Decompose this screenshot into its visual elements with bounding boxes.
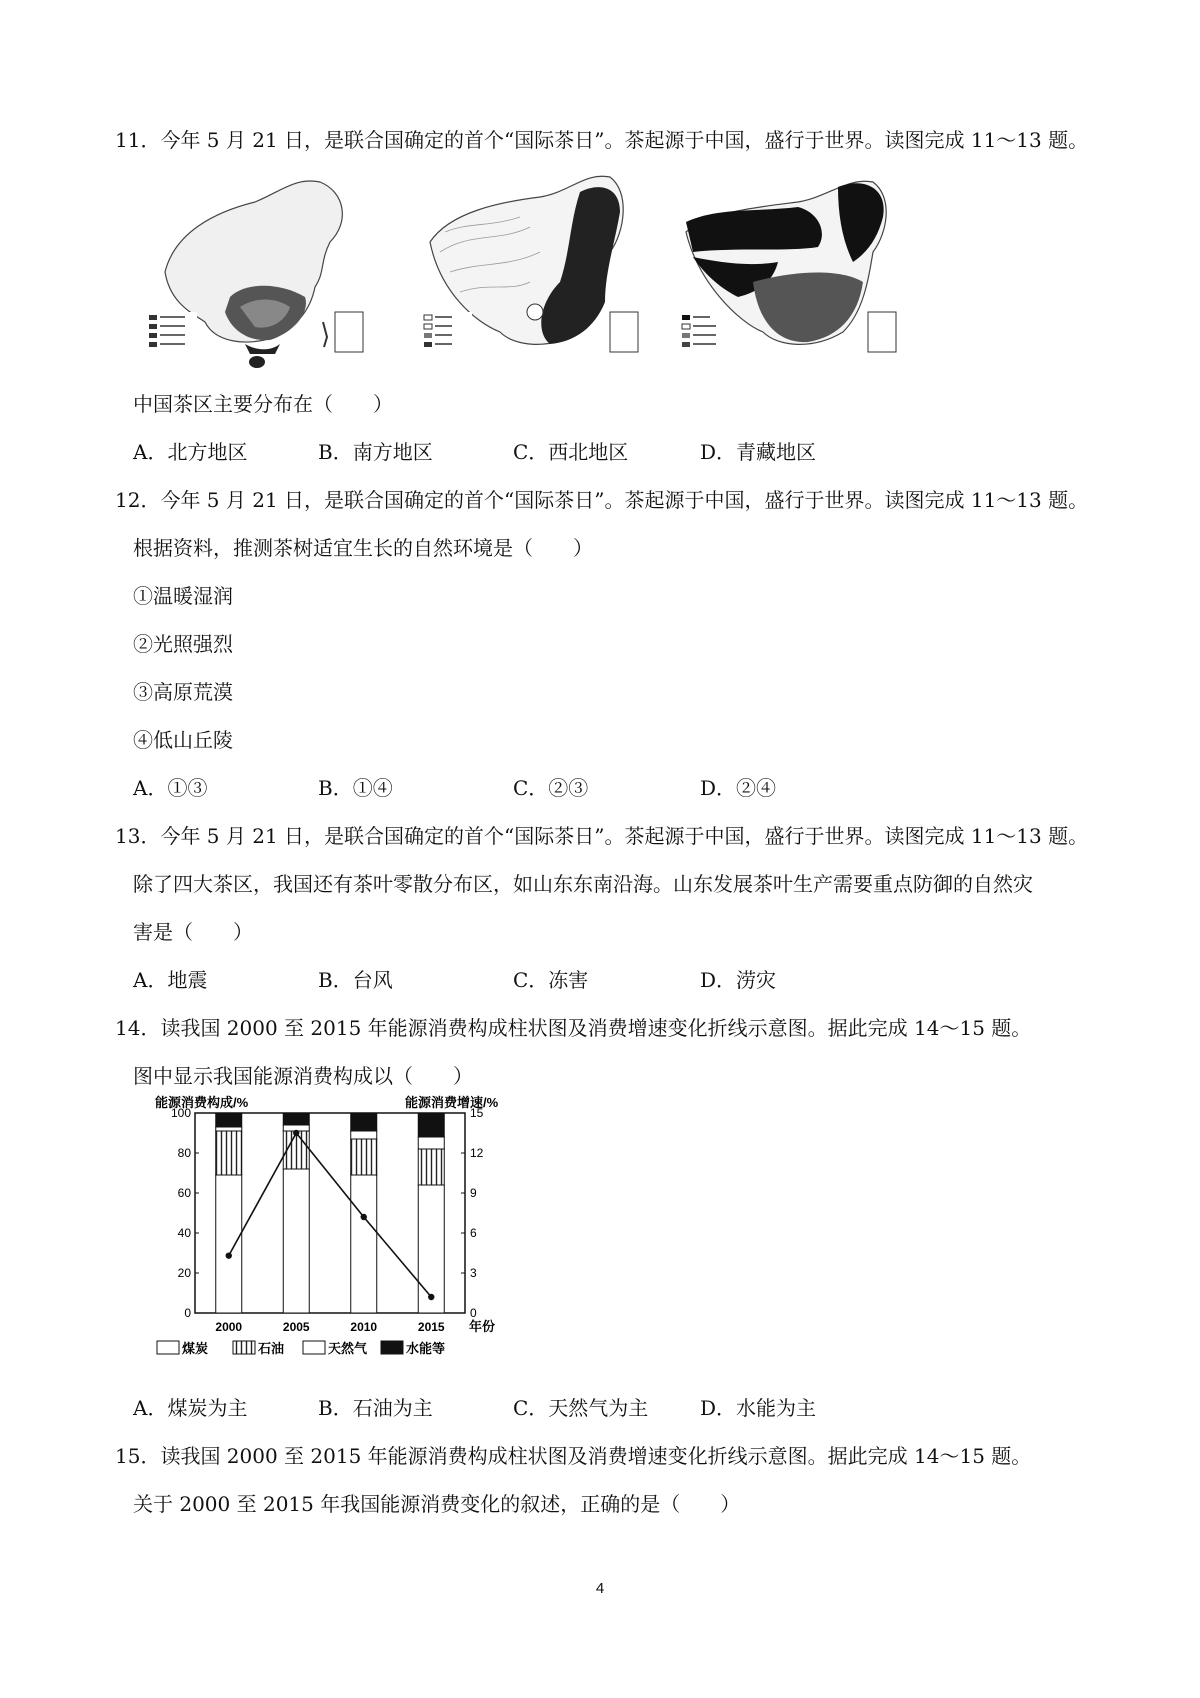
q12-stem: 12．今年 5 月 21 日，是联合国确定的首个“国际茶日”。茶起源于中国，盛行于世界。读图完成 11～13 题。: [115, 488, 1089, 512]
q13-option-c[interactable]: C．冻害: [513, 968, 589, 992]
legend-swatch: [233, 1341, 255, 1354]
bar-segment: [351, 1113, 377, 1131]
left-axis-label: 能源消费构成/%: [155, 1095, 249, 1110]
right-tick-label: 0: [470, 1306, 477, 1320]
bar-segment: [351, 1131, 377, 1139]
right-tick-label: 9: [470, 1186, 477, 1200]
legend-label: 煤炭: [182, 1341, 209, 1356]
bar-segment: [418, 1149, 444, 1185]
q13-options: [133, 968, 1033, 992]
x-tick-label: 2000: [215, 1320, 243, 1334]
legend-label: 水能等: [406, 1341, 446, 1356]
x-tick-label: 2010: [350, 1320, 378, 1334]
q12-options: [133, 776, 1033, 800]
x-tick-label: 2005: [282, 1320, 310, 1334]
right-tick-label: 3: [470, 1266, 477, 1280]
q11-option-c[interactable]: C．西北地区: [513, 440, 629, 464]
q12-item-4: ④低山丘陵: [133, 728, 233, 752]
q11-stem: 11．今年 5 月 21 日，是联合国确定的首个“国际茶日”。茶起源于中国，盛行于世界。读图完成 11～13 题。: [115, 128, 1089, 152]
q11-option-b[interactable]: B．南方地区: [318, 440, 433, 464]
bar-segment: [418, 1137, 444, 1149]
q14-options: [133, 1396, 1033, 1420]
right-tick-label: 6: [470, 1226, 477, 1240]
right-tick-label: 15: [470, 1106, 484, 1120]
energy-consumption-chart: [155, 1095, 520, 1360]
left-tick-label: 60: [177, 1186, 191, 1200]
legend-label: 石油: [258, 1341, 285, 1356]
bar-segment: [283, 1169, 309, 1313]
growth-point: [226, 1252, 232, 1258]
map-humidity-regions: [678, 172, 902, 380]
x-tick-label: 2015: [417, 1320, 445, 1334]
bar-segment: [216, 1127, 242, 1131]
q12-option-c[interactable]: C．②③: [513, 776, 589, 800]
q11-options: [133, 440, 1033, 464]
q12-question: 根据资料，推测茶树适宜生长的自然环境是（ ）: [133, 536, 593, 560]
q12-item-3: ③高原荒漠: [133, 680, 233, 704]
left-tick-label: 20: [177, 1266, 191, 1280]
bar-segment: [351, 1175, 377, 1313]
q12-option-b[interactable]: B．①④: [318, 776, 393, 800]
q13-stem: 13．今年 5 月 21 日，是联合国确定的首个“国际茶日”。茶起源于中国，盛行于世界。读图完成 11～13 题。: [115, 824, 1089, 848]
q13-option-b[interactable]: B．台风: [318, 968, 393, 992]
q12-option-d[interactable]: D．②④: [700, 776, 777, 800]
growth-point: [293, 1130, 299, 1136]
q14-stem: 14．读我国 2000 至 2015 年能源消费构成柱状图及消费增速变化折线示意图。据此完成 14～15 题。: [115, 1016, 1032, 1040]
left-tick-label: 40: [177, 1226, 191, 1240]
q15-stem: 15．读我国 2000 至 2015 年能源消费构成柱状图及消费增速变化折线示意图。据此完成 14～15 题。: [115, 1444, 1032, 1468]
q13-option-a[interactable]: A．地震: [133, 968, 208, 992]
growth-point: [361, 1214, 367, 1220]
q12-option-a[interactable]: A．①③: [133, 776, 208, 800]
growth-point: [428, 1294, 434, 1300]
legend-swatch: [381, 1341, 403, 1354]
left-tick-label: 100: [170, 1106, 191, 1120]
x-axis-label: 年份: [469, 1319, 496, 1334]
growth-line: [229, 1133, 432, 1297]
legend-swatch: [157, 1341, 179, 1354]
q14-option-a[interactable]: A．煤炭为主: [133, 1396, 248, 1420]
q11-question: 中国茶区主要分布在（ ）: [133, 392, 393, 416]
page-number: 4: [595, 1580, 605, 1597]
bar-segment: [418, 1113, 444, 1137]
q13-option-d[interactable]: D．涝灾: [700, 968, 777, 992]
left-tick-label: 0: [184, 1306, 191, 1320]
bar-segment: [216, 1175, 242, 1313]
legend-swatch: [303, 1341, 325, 1354]
q12-item-1: ①温暖湿润: [133, 584, 233, 608]
q14-option-b[interactable]: B．石油为主: [318, 1396, 433, 1420]
right-tick-label: 12: [470, 1146, 484, 1160]
q14-question: 图中显示我国能源消费构成以（ ）: [133, 1064, 473, 1088]
q13-question-line1: 除了四大茶区，我国还有茶叶零散分布区，如山东东南沿海。山东发展茶叶生产需要重点防御的自然灾: [133, 872, 1033, 896]
q15-question: 关于 2000 至 2015 年我国能源消费变化的叙述，正确的是（ ）: [133, 1492, 741, 1516]
q11-option-d[interactable]: D．青藏地区: [700, 440, 817, 464]
bar-segment: [216, 1113, 242, 1127]
q12-item-2: ②光照强烈: [133, 632, 233, 656]
left-tick-label: 80: [177, 1146, 191, 1160]
map-tea-regions: [145, 172, 369, 380]
right-axis-label: 能源消费增速/%: [405, 1095, 499, 1110]
bar-segment: [283, 1113, 309, 1125]
q14-option-c[interactable]: C．天然气为主: [513, 1396, 649, 1420]
q13-question-line2: 害是（ ）: [133, 920, 253, 944]
legend-label: 天然气: [328, 1341, 368, 1356]
q14-option-d[interactable]: D．水能为主: [700, 1396, 817, 1420]
bar-segment: [351, 1139, 377, 1175]
q11-option-a[interactable]: A．北方地区: [133, 440, 248, 464]
map-dry-wet-regions: [420, 172, 644, 380]
bar-segment: [216, 1131, 242, 1175]
